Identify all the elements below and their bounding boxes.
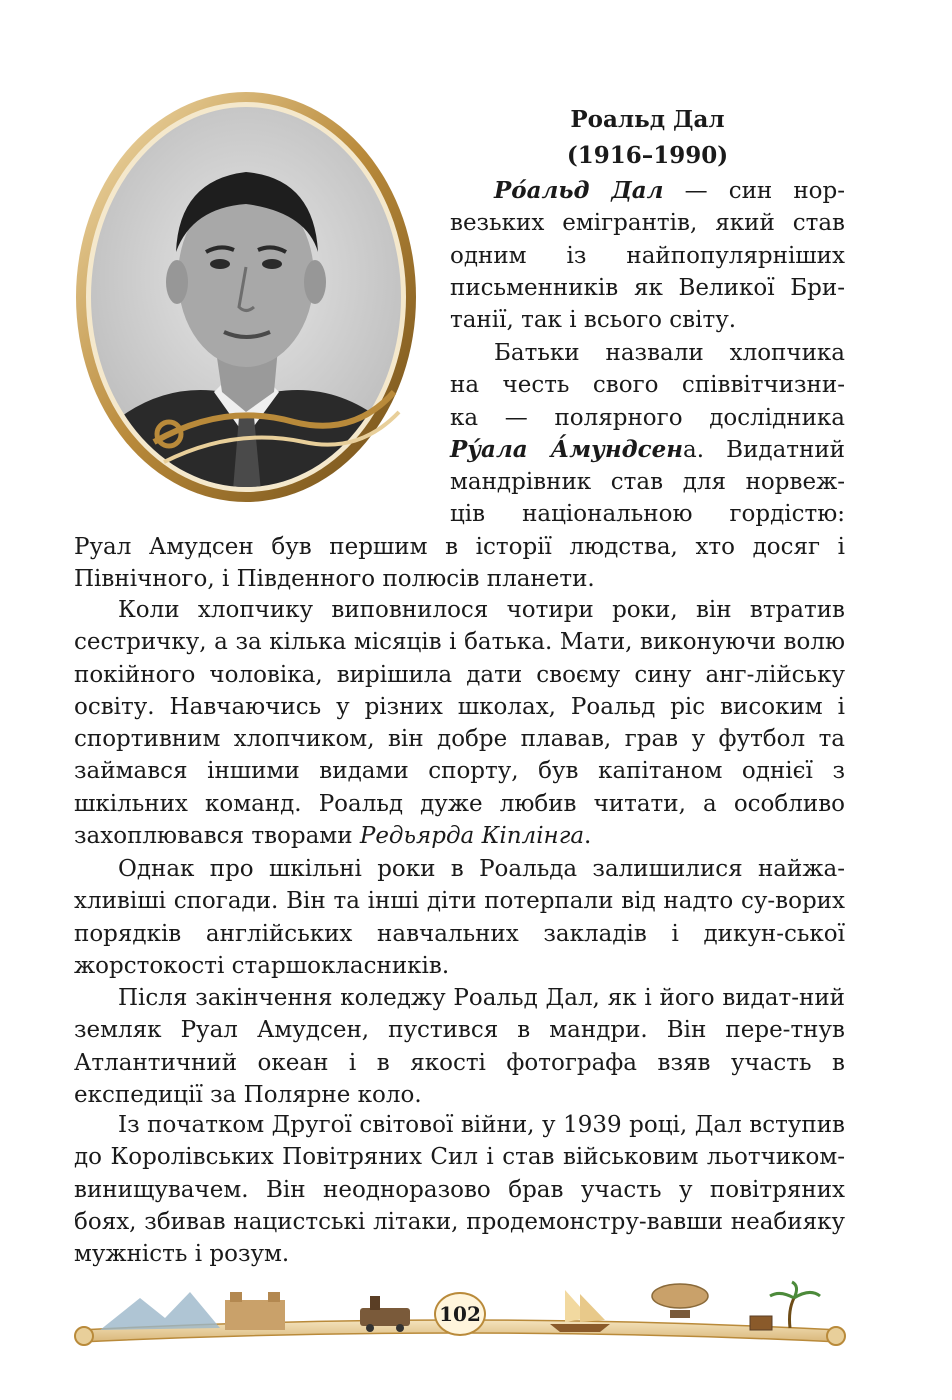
- author-name: Роальд Дал: [570, 106, 725, 133]
- paragraph-4: Однак про шкільні роки в Роальда залишилися найжа-хливіші спогади. Він та інші діти потерпали від надто су-ворих порядків англійських навчальних закладів і дикун-ської жорстокості старшокласників.: [74, 856, 845, 979]
- portrait-illustration: [74, 92, 418, 502]
- paragraph-6: Із початком Другої світової війни, у 1939 році, Дал вступив до Королівських Повітряних Сил і став військовим льотчиком-винищувачем. Він неодноразово брав участь у повітряних боях, збивав нацистські літаки, продемонстру-вавши неабияку мужність і розум.: [74, 1112, 845, 1268]
- author-years: (1916–1990): [566, 142, 729, 169]
- paragraph-5: Після закінчення коледжу Роальд Дал, як і його видат-ний земляк Руал Амудсен, пустився в мандри. Він пере-тнув Атлантичний океан і в якості фотографа взяв участь в експедиції за Полярне коло.: [74, 985, 845, 1108]
- author-heading: [450, 102, 845, 174]
- p2-line-5: мандрівник став для норвеж-: [450, 469, 845, 496]
- paragraph-3: Коли хлопчику виповнилося чотири роки, він втратив сестричку, а за кілька місяців і батька. Мати, виконуючи волю покійного чоловіка, вирішила дати своєму сину анг-лійську освіту. Навчаючись у різних школах, Роальд ріс високим і спортивним хлопчиком, він добре плавав, грав у футбол та займався іншими видами спорту, був капітаном однієї з шкільних команд. Роальд дуже любив читати, а особливо захоплювався творами Редьярда Кіплінга.: [74, 597, 845, 850]
- p1-line-1: Ро́альд Дал — син нор-: [494, 177, 845, 204]
- p2-line-3: ка — полярного дослідника: [450, 404, 845, 431]
- kipling-name: Редьярда Кіплінга: [359, 823, 585, 850]
- page-number: 102: [434, 1292, 486, 1336]
- p2-line-6: ців національною гордістю:: [450, 501, 845, 528]
- p2-line-1: Батьки назвали хлопчика: [494, 340, 845, 366]
- paragraph-2-continuation: Руал Амудсен був першим в історії людства, хто досяг і Північного, і Південного полюсів планети.: [74, 534, 845, 593]
- p2-line-4: Ру́ала А́мундсена. Видатний: [450, 435, 845, 463]
- paragraph-1: [450, 175, 845, 336]
- p1-line-2: везьких емігрантів, який став: [450, 210, 845, 237]
- author-name-emphasis: Ро́альд Дал: [494, 177, 664, 204]
- p1-line-5: танії, так і всього світу.: [450, 307, 737, 334]
- p2-line-2: на честь свого співвітчизни-: [450, 372, 845, 399]
- amundsen-name-emphasis: Ру́ала А́мундсен: [450, 435, 684, 463]
- paragraph-2: [450, 337, 845, 531]
- p1-line-3: одним із найпопулярніших: [450, 242, 845, 269]
- p1-line-4: письменників як Великої Бри-: [450, 274, 845, 301]
